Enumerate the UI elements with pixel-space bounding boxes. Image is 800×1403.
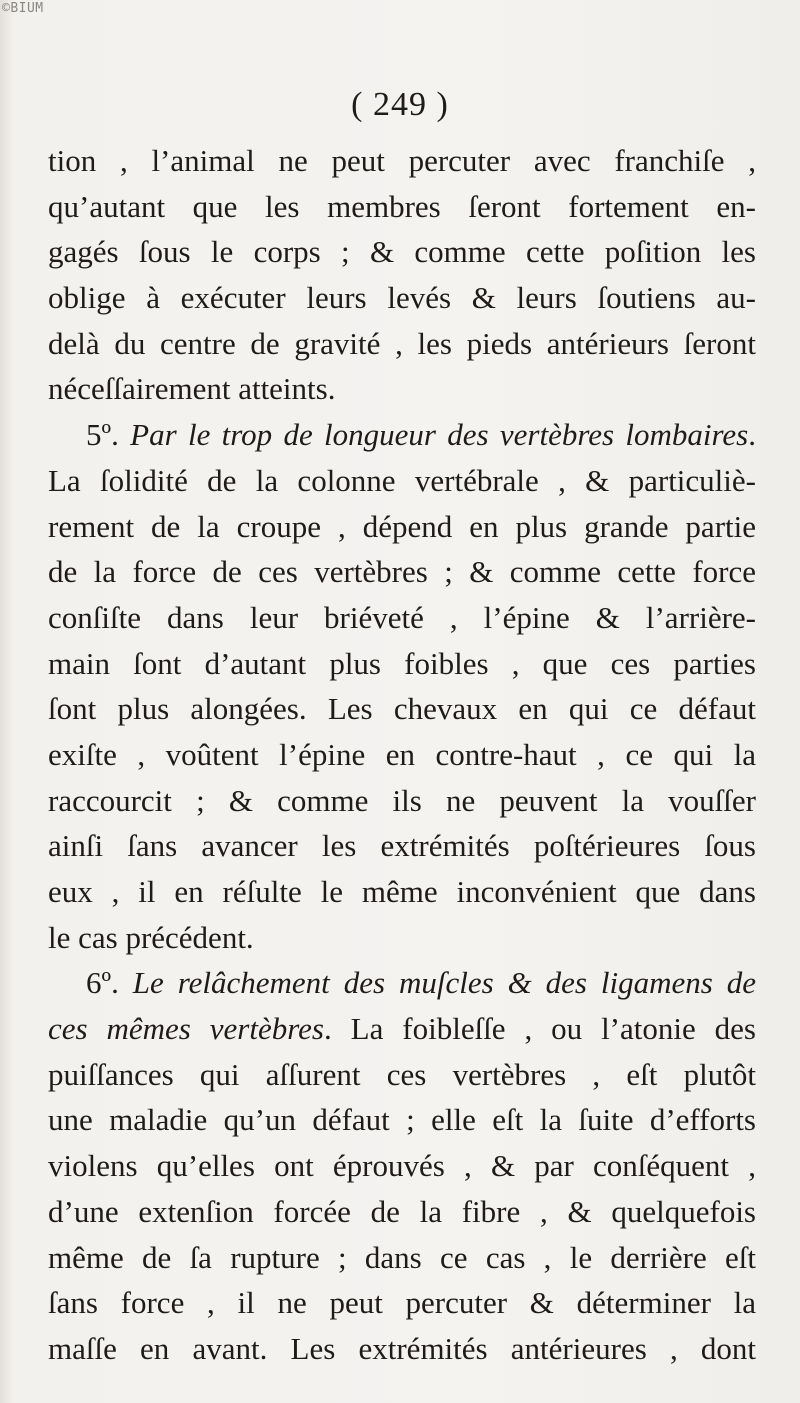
text-line: néceſſairement atteints. [48, 371, 336, 407]
watermark: ©BIUM [2, 1, 44, 16]
page-number: ( 249 ) [351, 86, 449, 123]
text-line: gagés ſous le corps ; & comme cette poſition les [48, 234, 756, 270]
text-line: puiſſances qui aſſurent ces vertèbres , eſt plutôt [48, 1056, 756, 1092]
text-line: maſſe en avant. Les extrémités antérieures , dont [48, 1330, 756, 1366]
text-line: oblige à exécuter leurs levés & leurs ſoutiens au- [48, 280, 756, 316]
text-line: main ſont d’autant plus foibles , que ces parties [48, 645, 756, 681]
text-line: exiſte , voûtent l’épine en contre-haut , ce qui la [48, 736, 756, 772]
text-line: eux , il en réſulte le même inconvénient que dans [48, 874, 756, 909]
text-line: une maladie qu’un défaut ; elle eſt la ſuite d’efforts [48, 1102, 756, 1138]
text-line: ſans force , il ne peut percuter & déterminer la [48, 1285, 756, 1321]
text-line: qu’autant que les membres ſeront fortement en- [48, 188, 756, 224]
text-line: ces mêmes vertèbres. La foibleſſe , ou l’atonie des [48, 1011, 756, 1047]
text-line: rement de la croupe , dépend en plus grande partie [48, 508, 756, 544]
text-line: ainſi ſans avancer les extrémités poſtérieures ſous [48, 828, 756, 864]
text-line: le cas précédent. [48, 919, 254, 955]
text-line: conſiſte dans leur briéveté , l’épine & l’arrière- [48, 599, 756, 635]
text-line: ſont plus alongées. Les chevaux en qui ce défaut [48, 691, 756, 727]
text-line: violens qu’elles ont éprouvés , & par conſéquent , [48, 1148, 756, 1184]
text-line: tion , l’animal ne peut percuter avec franchiſe , [48, 143, 756, 178]
section-heading-6: 6º. Le relâchement des muſcles & des ligamens de [86, 965, 756, 1001]
text-line: d’une extenſion forcée de la fibre , & quelquefois [48, 1193, 756, 1229]
text-line: même de ſa rupture ; dans ce cas , le derrière eſt [48, 1239, 756, 1275]
body-text [48, 138, 756, 1372]
text-line: raccourcit ; & comme ils ne peuvent la vouſſer [48, 782, 756, 818]
section-heading-5: 5º. Par le trop de longueur des vertèbres lombaires. [86, 417, 756, 453]
text-line: La ſolidité de la colonne vertébrale , & particuliè- [48, 462, 756, 498]
text-line: delà du centre de gravité , les pieds antérieurs ſeront [48, 325, 756, 361]
text-line: de la force de ces vertèbres ; & comme cette force [48, 554, 756, 590]
